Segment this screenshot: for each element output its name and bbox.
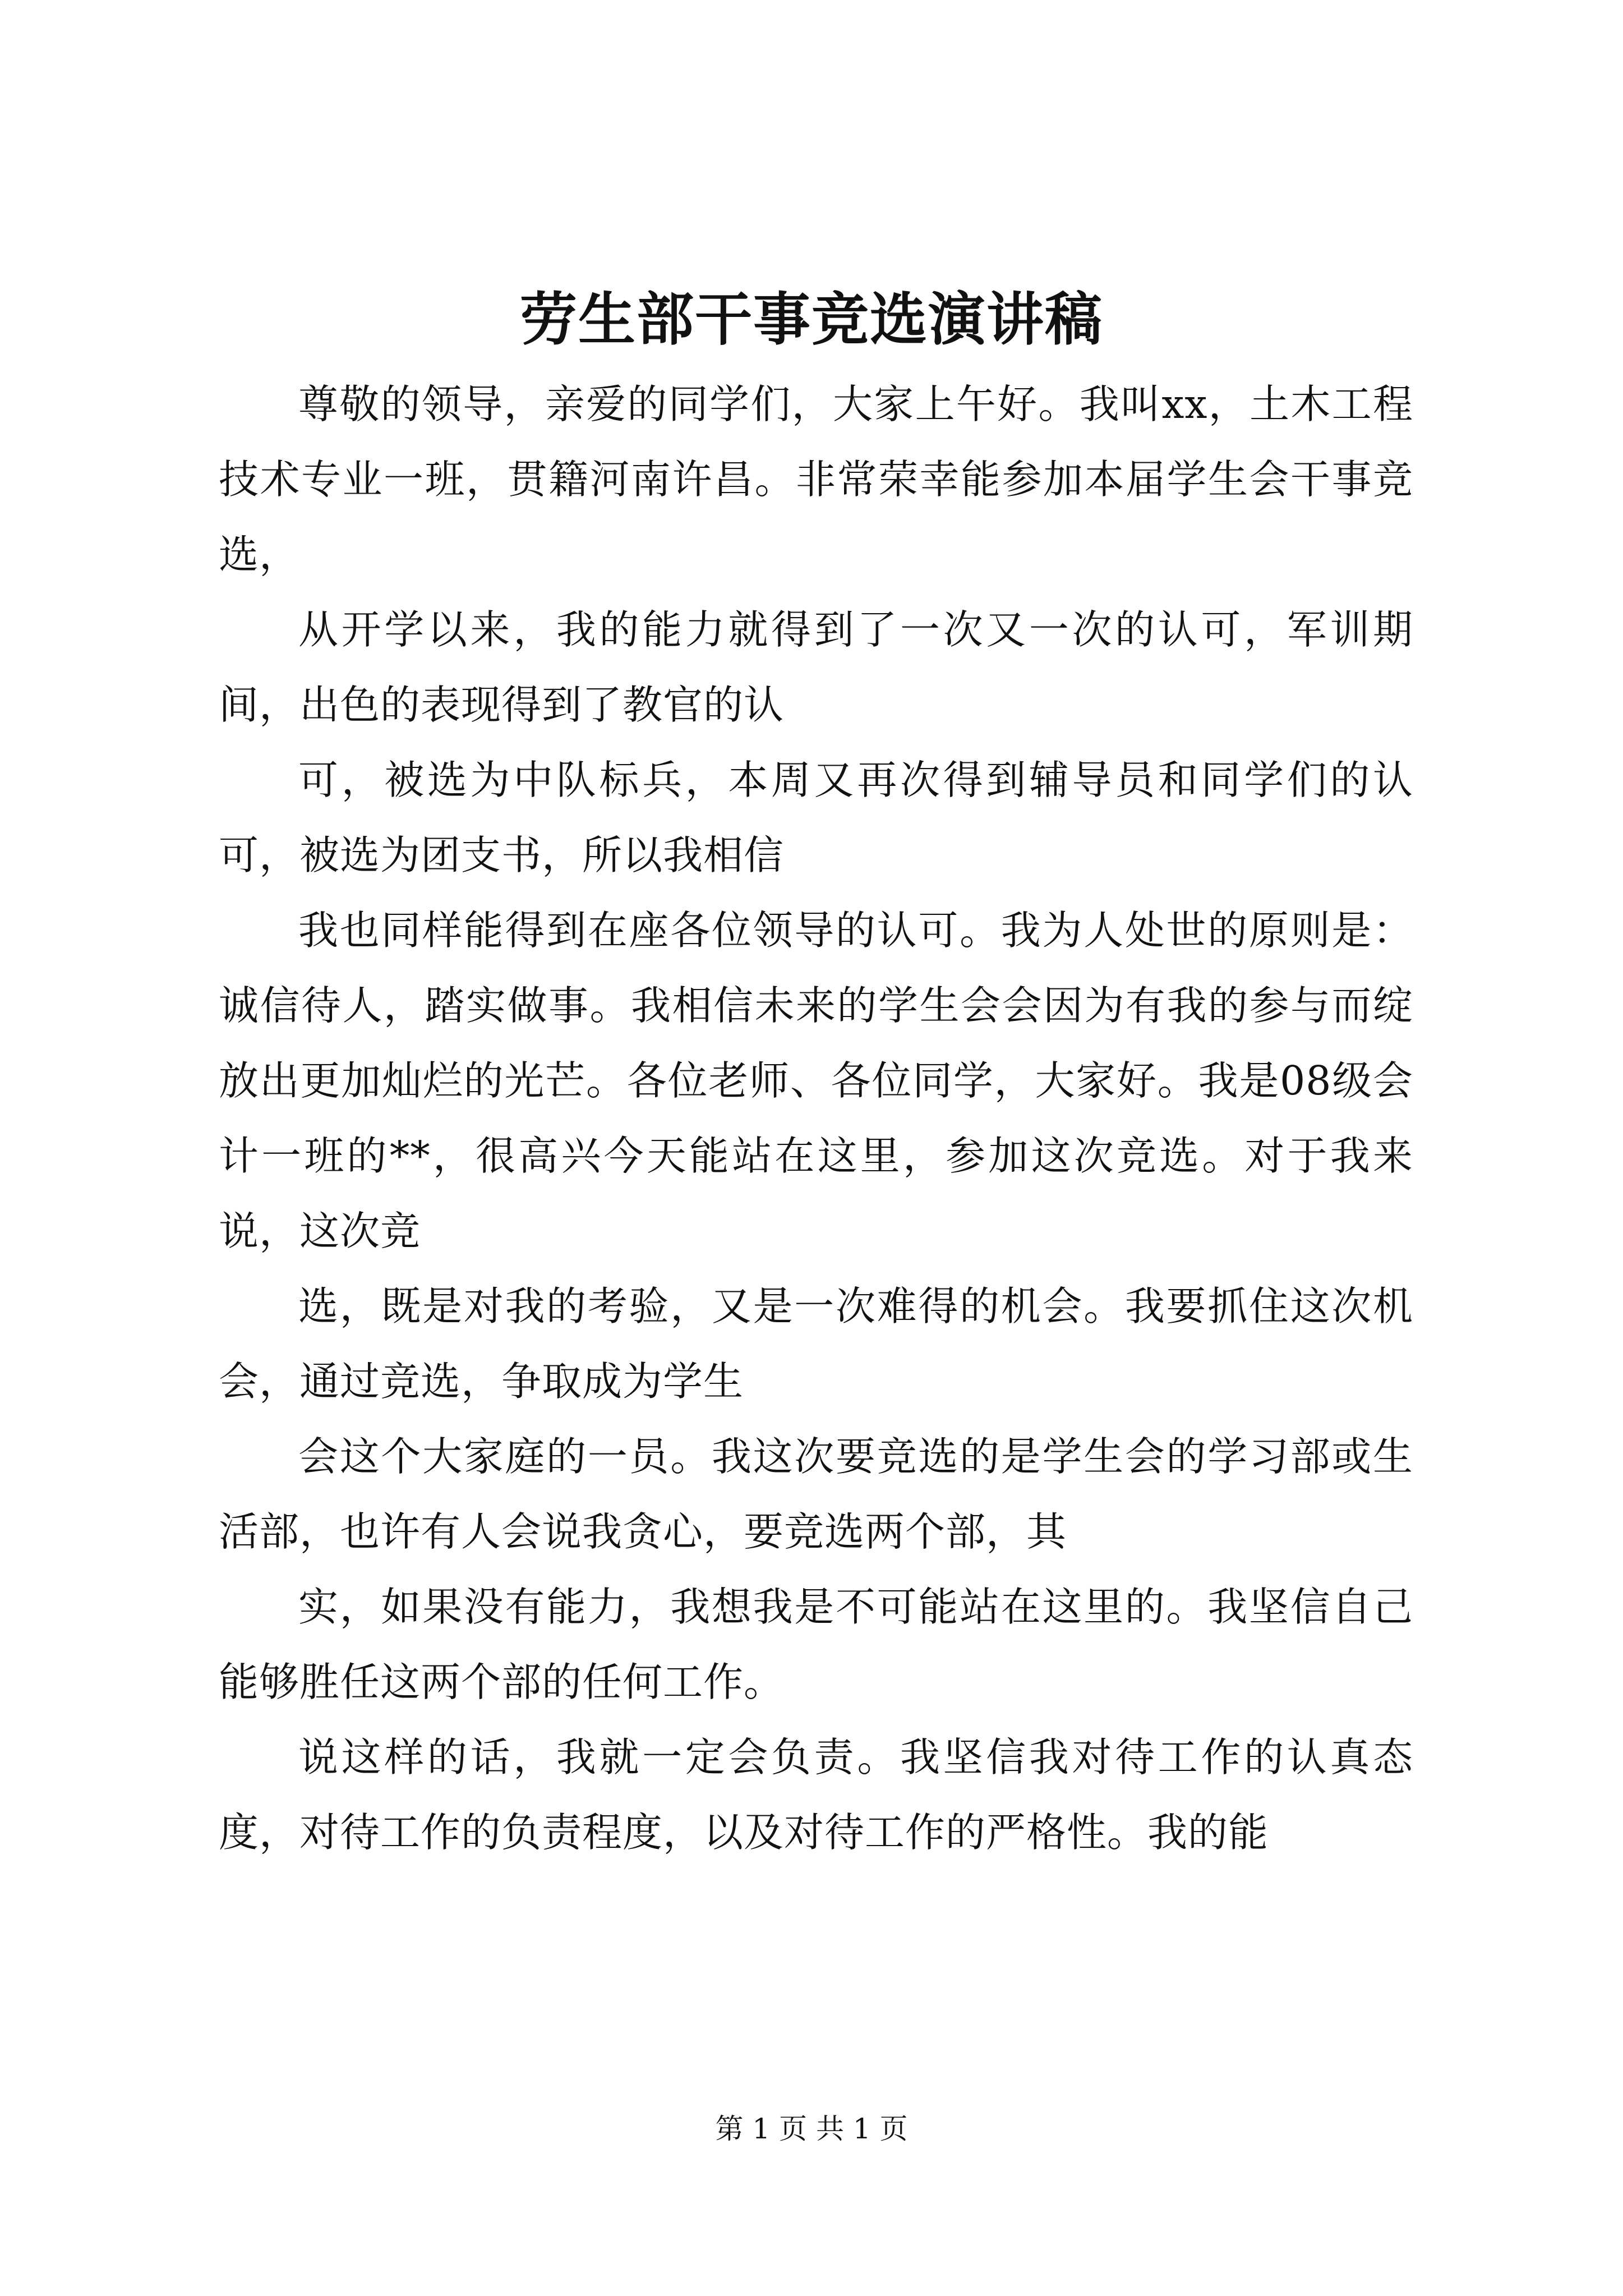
document-body xyxy=(219,367,1413,1870)
paragraph: 实，如果没有能力，我想我是不可能站在这里的。我坚信自己能够胜任这两个部的任何工作。 xyxy=(219,1584,1413,1705)
paragraph: 选，既是对我的考验，又是一次难得的机会。我要抓住这次机会，通过竞选，争取成为学生 xyxy=(219,1283,1413,1405)
paragraph: 我也同样能得到在座各位领导的认可。我为人处世的原则是：诚信待人，踏实做事。我相信未来的学生会会因为有我的参与而绽放出更加灿烂的光芒。各位老师、各位同学，大家好。我是08级会计一班的**，很高兴今天能站在这里，参加这次竞选。对于我来说，这次竞 xyxy=(219,907,1413,1254)
paragraph: 尊敬的领导，亲爱的同学们，大家上午好。我叫xx，土木工程技术专业一班，贯籍河南许昌。非常荣幸能参加本届学生会干事竞选， xyxy=(219,381,1413,578)
paragraph: 说这样的话，我就一定会负责。我坚信我对待工作的认真态度，对待工作的负责程度，以及对待工作的严格性。我的能 xyxy=(219,1734,1413,1856)
page-footer: 第 1 页 共 1 页 xyxy=(715,2113,908,2145)
document-title: 劳生部干事竞选演讲稿 xyxy=(520,286,1103,353)
paragraph: 可，被选为中队标兵，本周又再次得到辅导员和同学们的认可，被选为团支书，所以我相信 xyxy=(219,757,1413,878)
paragraph: 从开学以来，我的能力就得到了一次又一次的认可，军训期间，出色的表现得到了教官的认 xyxy=(219,606,1413,728)
paragraph: 会这个大家庭的一员。我这次要竞选的是学生会的学习部或生活部，也许有人会说我贪心，要竞选两个部，其 xyxy=(219,1433,1413,1555)
